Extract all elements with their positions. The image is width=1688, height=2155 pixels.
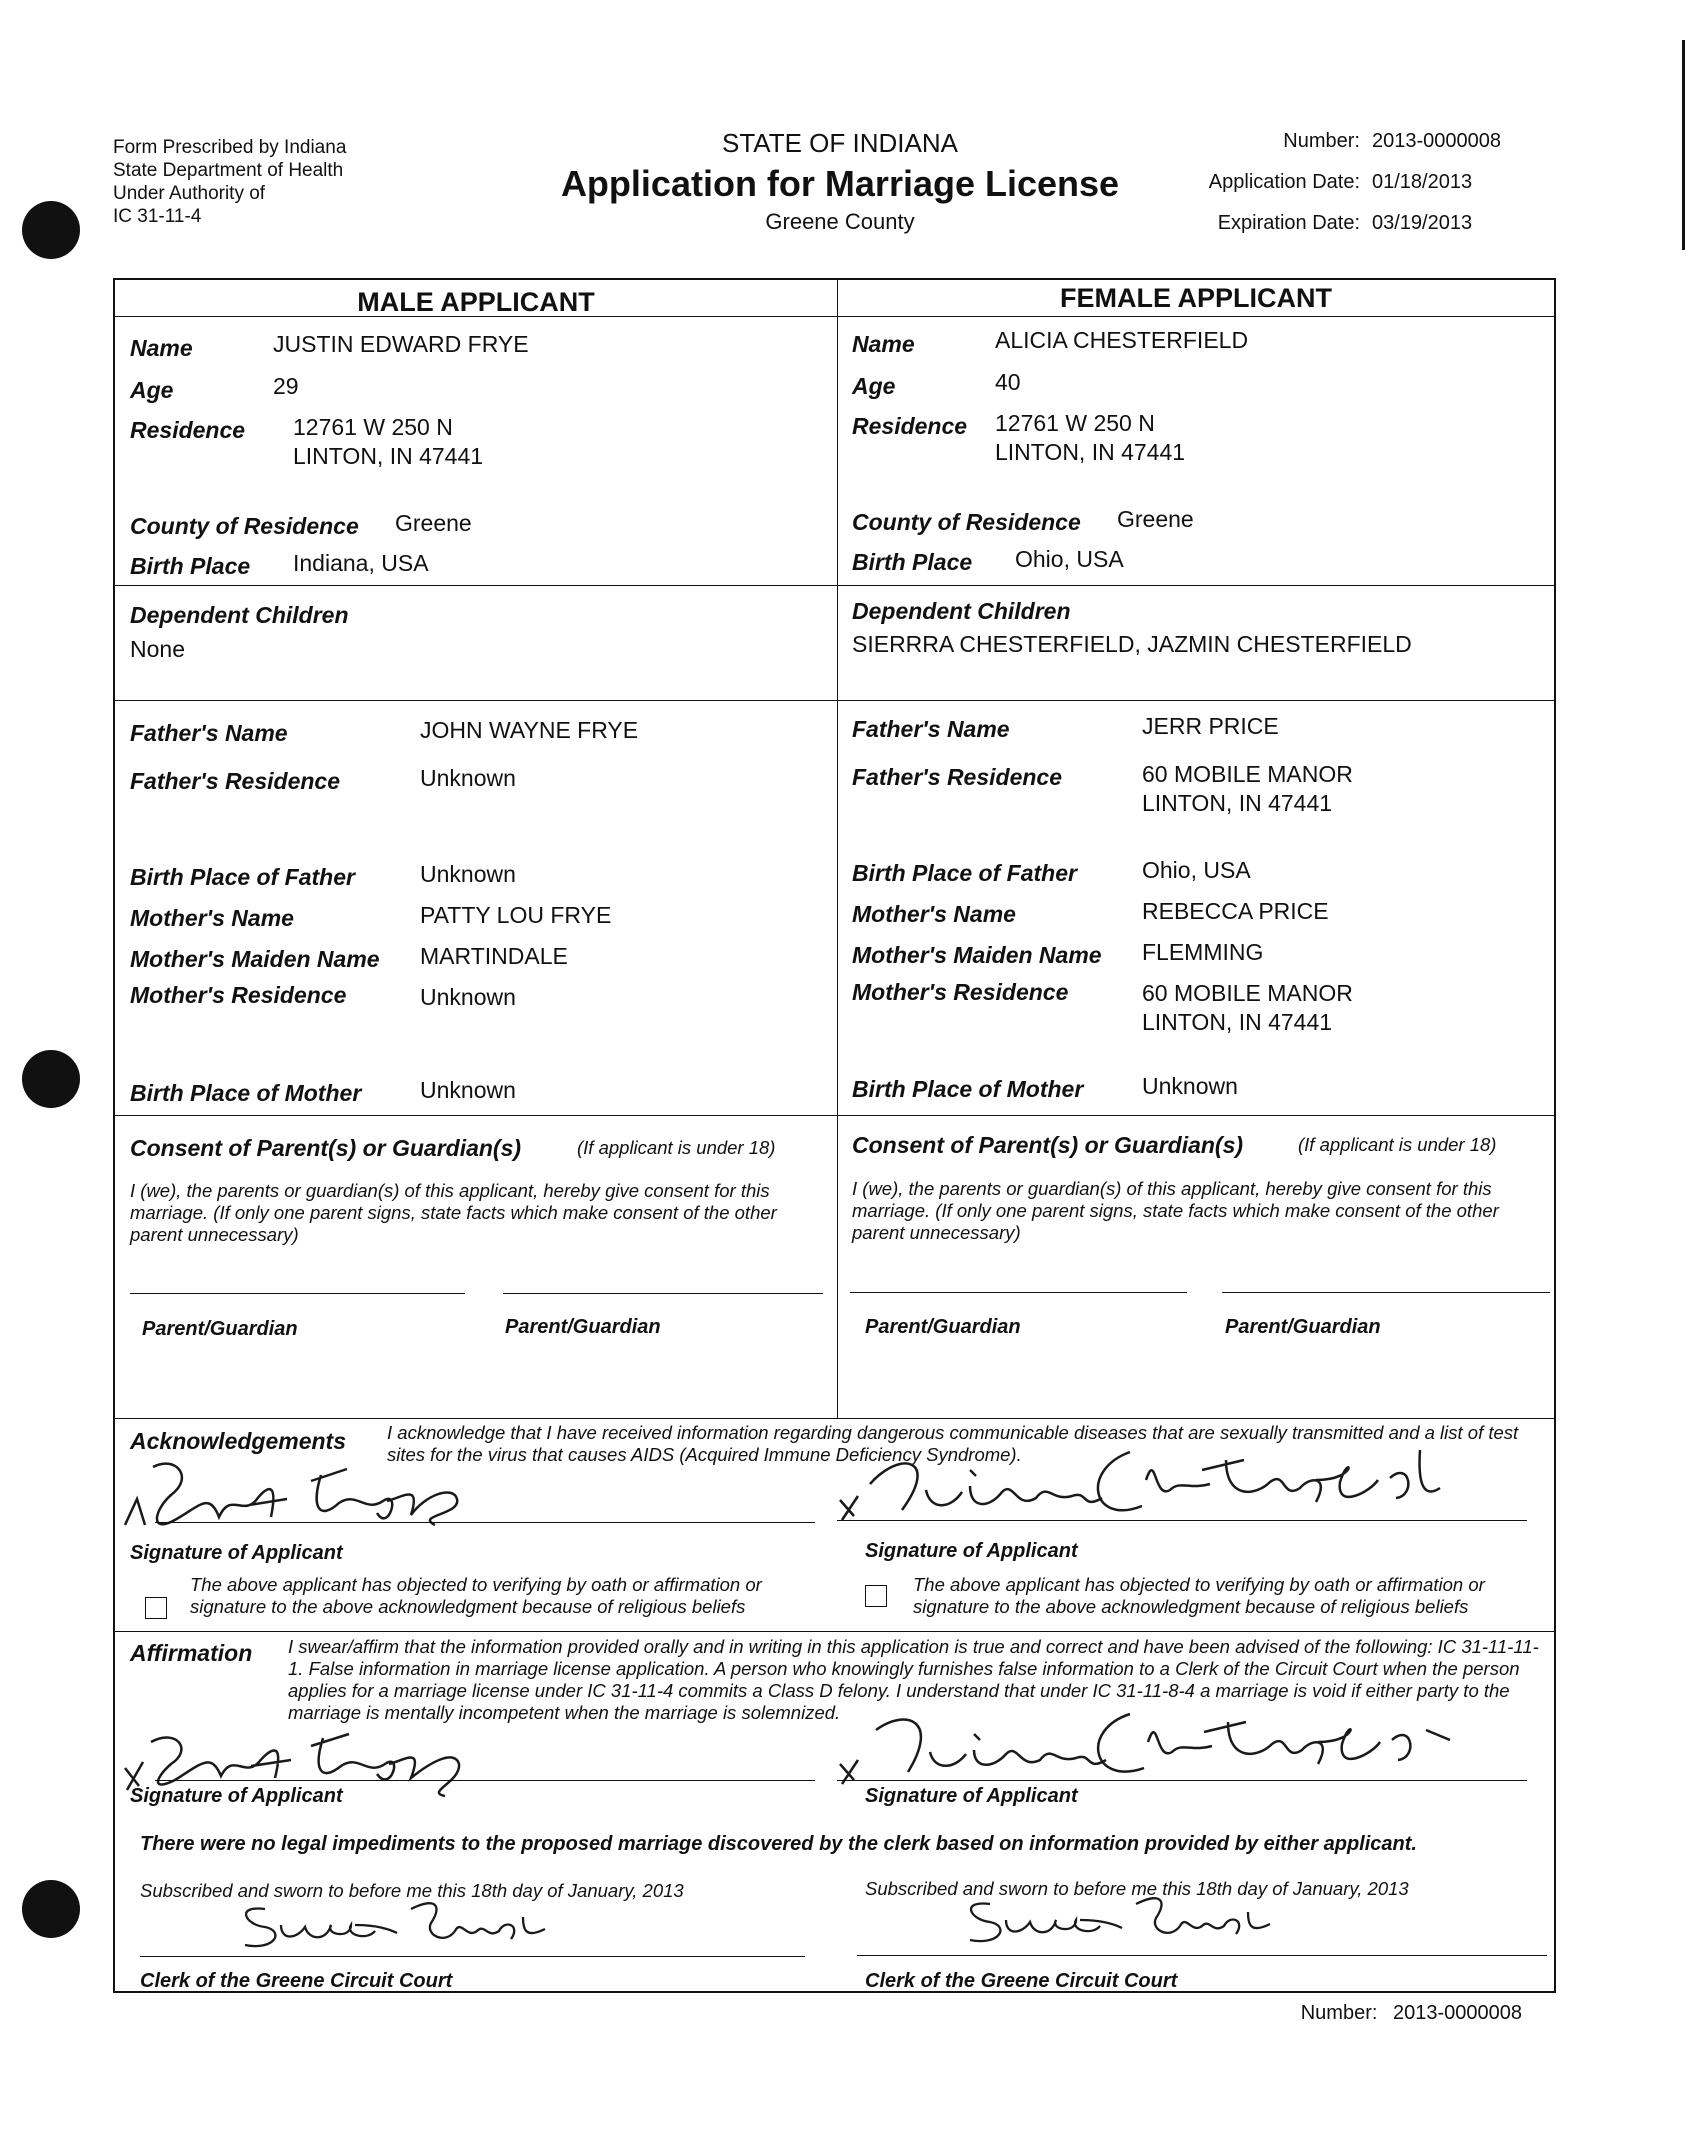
number-label: Number: (1283, 130, 1360, 152)
female-consent-note: (If applicant is under 18) (1298, 1134, 1497, 1155)
female-residence-label: Residence (852, 413, 968, 439)
female-parent-signature-line-2 (1222, 1292, 1550, 1293)
male-residence-label: Residence (130, 417, 246, 443)
prescribed-line: IC 31-11-4 (113, 206, 202, 227)
female-consent-text: I (we), the parents or guardian(s) of this applicant, hereby give consent for this marriage. (If only one parent signs, state facts which make consent of the other parent unnecessary) (852, 1178, 1499, 1243)
male-parent-signature-line-1 (130, 1293, 465, 1294)
male-parent-signature-line-2 (503, 1293, 823, 1294)
female-applicant-signature-ack (830, 1440, 1490, 1530)
punch-hole-middle (22, 1050, 80, 1108)
male-birth-place: Indiana, USA (293, 550, 429, 576)
female-mother-birth: Unknown (1142, 1073, 1238, 1099)
male-mother-name: PATTY LOU FRYE (420, 902, 612, 928)
male-aff-signature-line (155, 1780, 815, 1781)
male-age-label: Age (130, 377, 174, 403)
male-ack-objection-text: The above applicant has objected to verifying by oath or affirmation or signature to the above acknowledgment because of religious beliefs (190, 1574, 762, 1617)
male-county: Greene (395, 510, 472, 536)
affirmation-title: Affirmation (130, 1640, 253, 1666)
license-number: 2013-0000008 (1372, 130, 1502, 152)
female-consent-title: Consent of Parent(s) or Guardian(s) (852, 1132, 1244, 1158)
female-ack-signature-label: Signature of Applicant (865, 1540, 1078, 1562)
female-county-label: County of Residence (852, 509, 1081, 535)
female-parent-signature-line-1 (850, 1292, 1187, 1293)
female-mother-residence-label: Mother's Residence (852, 979, 1069, 1005)
male-mother-birth: Unknown (420, 1077, 516, 1103)
column-divider (837, 280, 838, 1418)
female-children-label: Dependent Children (852, 598, 1071, 624)
prescribed-line: Under Authority of (113, 183, 266, 204)
prescribed-line: State Department of Health (113, 160, 344, 181)
female-children: SIERRRA CHESTERFIELD, JAZMIN CHESTERFIELD (852, 631, 1412, 657)
male-mother-maiden: MARTINDALE (420, 943, 568, 969)
male-consent-title: Consent of Parent(s) or Guardian(s) (130, 1135, 522, 1161)
subscribed-left: Subscribed and sworn to before me this 18th day of January, 2013 (140, 1880, 684, 1901)
male-applicant-heading: MALE APPLICANT (357, 287, 595, 317)
male-applicant-signature-ack (115, 1455, 475, 1545)
acknowledgements-title: Acknowledgements (130, 1428, 346, 1454)
female-father-birth-label: Birth Place of Father (852, 860, 1077, 886)
application-form (113, 278, 1556, 1993)
clerk-signature-line-right (857, 1955, 1547, 1956)
male-father-name-label: Father's Name (130, 720, 288, 746)
male-aff-signature-label: Signature of Applicant (130, 1785, 343, 1807)
female-parent-guardian-label-1: Parent/Guardian (865, 1316, 1021, 1338)
female-name: ALICIA CHESTERFIELD (995, 327, 1249, 353)
male-age: 29 (273, 373, 299, 399)
subscribed-right: Subscribed and sworn to before me this 18th day of January, 2013 (865, 1878, 1409, 1899)
footer-number (1301, 2002, 1522, 2025)
male-children: None (130, 636, 185, 662)
state-name: STATE OF INDIANA (722, 128, 958, 158)
female-county: Greene (1117, 506, 1194, 532)
application-date-label: Application Date: (1208, 171, 1360, 193)
female-age-label: Age (852, 373, 896, 399)
divider (115, 1631, 1555, 1632)
punch-hole-bottom (22, 1880, 80, 1938)
male-parent-guardian-label-1: Parent/Guardian (142, 1318, 298, 1340)
female-mother-residence-line1: 60 MOBILE MANOR (1142, 980, 1353, 1006)
male-father-residence: Unknown (420, 765, 516, 791)
male-ack-signature-label: Signature of Applicant (130, 1542, 343, 1564)
male-residence-line1: 12761 W 250 N (293, 414, 453, 440)
form-title-block (480, 128, 1200, 235)
male-father-birth: Unknown (420, 861, 516, 887)
female-father-residence-line2: LINTON, IN 47441 (1142, 790, 1333, 816)
female-applicant-signature-aff (830, 1700, 1490, 1790)
female-father-name-label: Father's Name (852, 716, 1010, 742)
male-ack-signature-line (155, 1522, 815, 1523)
male-father-birth-label: Birth Place of Father (130, 864, 355, 890)
male-consent-text: I (we), the parents or guardian(s) of this applicant, hereby give consent for this marriage. (If only one parent signs, state facts which make consent of the other parent unnecessary) (130, 1180, 777, 1245)
female-mother-residence-line2: LINTON, IN 47441 (1142, 1009, 1333, 1035)
male-birth-place-label: Birth Place (130, 553, 251, 579)
male-children-label: Dependent Children (130, 602, 349, 628)
county-name: Greene County (765, 209, 915, 234)
female-father-residence-line1: 60 MOBILE MANOR (1142, 761, 1353, 787)
footer-number-value: 2013-0000008 (1392, 2002, 1522, 2024)
clerk-signature-line-left (140, 1956, 805, 1957)
clerk-title-right: Clerk of the Greene Circuit Court (865, 1970, 1178, 1992)
footer-number-label: Number: (1300, 2002, 1378, 2024)
license-info (1150, 130, 1501, 253)
male-mother-residence: Unknown (420, 984, 516, 1010)
female-mother-name-label: Mother's Name (852, 901, 1016, 927)
female-aff-signature-line (837, 1780, 1527, 1781)
male-father-name: JOHN WAYNE FRYE (420, 717, 639, 743)
female-aff-signature-label: Signature of Applicant (865, 1785, 1078, 1807)
scan-edge-line (1682, 40, 1685, 250)
female-father-residence-label: Father's Residence (852, 764, 1062, 790)
female-ack-objection-text: The above applicant has objected to verifying by oath or affirmation or signature to the above acknowledgment because of religious beliefs (913, 1574, 1485, 1617)
male-mother-maiden-label: Mother's Maiden Name (130, 946, 380, 972)
female-mother-birth-label: Birth Place of Mother (852, 1076, 1084, 1102)
male-parent-guardian-label-2: Parent/Guardian (505, 1316, 661, 1338)
clerk-title-left: Clerk of the Greene Circuit Court (140, 1970, 453, 1992)
divider (115, 700, 1555, 701)
male-father-residence-label: Father's Residence (130, 768, 340, 794)
female-residence-line1: 12761 W 250 N (995, 410, 1155, 436)
acknowledgements-text: I acknowledge that I have received information regarding dangerous communicable diseases that are sexually transmitted and a list of test sites for the virus that causes AIDS (Acquired Immune Deficiency Syndrome). (387, 1422, 1519, 1465)
divider (115, 1418, 1555, 1419)
female-father-birth: Ohio, USA (1142, 857, 1251, 883)
female-name-label: Name (852, 331, 915, 357)
form-prescribed-block (113, 136, 346, 228)
clerk-signature-right (930, 1890, 1290, 1950)
male-residence-line2: LINTON, IN 47441 (293, 443, 484, 469)
male-mother-residence-label: Mother's Residence (130, 982, 347, 1008)
female-birth-place-label: Birth Place (852, 549, 973, 575)
male-ack-objection-checkbox[interactable] (145, 1597, 167, 1619)
female-mother-name: REBECCA PRICE (1142, 898, 1329, 924)
male-name: JUSTIN EDWARD FRYE (273, 331, 529, 357)
female-ack-signature-line (837, 1520, 1527, 1521)
divider (115, 1115, 1555, 1116)
no-impediments-statement: There were no legal impediments to the proposed marriage discovered by the clerk based on information provided by either applicant. (140, 1833, 1417, 1855)
affirmation-text: I swear/affirm that the information provided orally and in writing in this application is true and correct and have been advised of the following: IC 31-11-11-1. False information in marriage license application. A person who knowingly furnishes false information to a Clerk of the Circuit Court when the person applies for a marriage license under IC 31-11-4 commits a Class D felony. I understand that under IC 31-11-8-4 a marriage is void if either party to the marriage is mentally incompetent when the marriage is solemnized. (288, 1636, 1539, 1723)
divider (115, 585, 1555, 586)
female-ack-objection-checkbox[interactable] (865, 1585, 887, 1607)
clerk-signature-left (205, 1895, 565, 1955)
female-mother-maiden: FLEMMING (1142, 939, 1264, 965)
female-residence-line2: LINTON, IN 47441 (995, 439, 1186, 465)
male-consent-note: (If applicant is under 18) (577, 1137, 776, 1158)
expiration-date: 03/19/2013 (1372, 212, 1473, 234)
female-birth-place: Ohio, USA (1015, 546, 1124, 572)
female-parent-guardian-label-2: Parent/Guardian (1225, 1316, 1381, 1338)
expiration-date-label: Expiration Date: (1217, 212, 1360, 234)
female-applicant-heading: FEMALE APPLICANT (1060, 283, 1332, 313)
prescribed-line: Form Prescribed by Indiana (113, 137, 347, 158)
form-title: Application for Marriage License (560, 163, 1120, 204)
female-age: 40 (995, 369, 1021, 395)
application-date: 01/18/2013 (1372, 171, 1473, 193)
male-county-label: County of Residence (130, 513, 359, 539)
female-father-name: JERR PRICE (1142, 713, 1279, 739)
punch-hole-top (22, 201, 80, 259)
male-mother-name-label: Mother's Name (130, 905, 294, 931)
male-name-label: Name (130, 335, 193, 361)
female-mother-maiden-label: Mother's Maiden Name (852, 942, 1102, 968)
male-mother-birth-label: Birth Place of Mother (130, 1080, 362, 1106)
